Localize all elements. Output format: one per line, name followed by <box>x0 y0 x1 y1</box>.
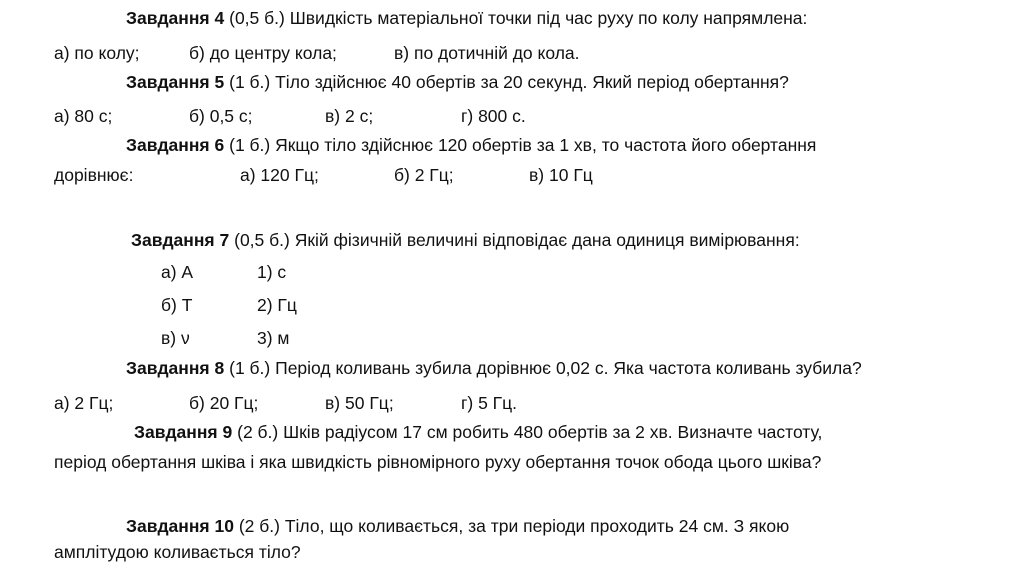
task-5-heading <box>126 71 789 93</box>
task-7-right-2: 2) Гц <box>257 295 297 315</box>
task-4-points: (0,5 б.) <box>224 8 285 28</box>
task-4-question: Швидкість матеріальної точки під час руху по колу напрямлена: <box>284 8 808 28</box>
task-8-option-a: а) 2 Гц; <box>54 393 114 413</box>
task-6-option-a: а) 120 Гц; <box>240 165 319 185</box>
task-8-option-c: в) 50 Гц; <box>325 393 394 413</box>
task-9-label: Завдання 9 <box>134 422 233 442</box>
task-5-option-b: б) 0,5 с; <box>189 106 253 126</box>
task-5-points: (1 б.) <box>224 72 271 92</box>
task-8-points: (1 б.) <box>224 358 271 378</box>
task-8-heading <box>126 357 862 379</box>
task-7-points: (0,5 б.) <box>229 230 290 250</box>
task-7-left-c: в) ν <box>161 328 190 348</box>
task-10-points: (2 б.) <box>233 516 280 536</box>
task-7-right-3: 3) м <box>257 328 290 348</box>
task-4-label: Завдання 4 <box>126 8 225 28</box>
task-6-option-c: в) 10 Гц <box>529 165 593 185</box>
task-5-question: Тіло здійснює 40 обертів за 20 секунд. Який період обертання? <box>270 72 789 92</box>
task-6-question: Якщо тіло здійснює 120 обертів за 1 хв, то частота його обертання <box>270 135 817 155</box>
task-4-option-b: б) до центру кола; <box>189 43 337 63</box>
task-5-option-a: а) 80 с; <box>54 106 113 126</box>
task-6-continuation: дорівнює: <box>54 165 134 185</box>
task-4-heading <box>126 7 807 29</box>
task-6-points: (1 б.) <box>224 135 271 155</box>
task-5-option-d: г) 800 с. <box>461 106 526 126</box>
task-10-label: Завдання 10 <box>126 516 234 536</box>
task-8-question: Період коливань зубила дорівнює 0,02 с. Яка частота коливань зубила? <box>270 358 862 378</box>
task-10-question: Тіло, що коливається, за три періоди проходить 24 см. З якою <box>279 516 790 536</box>
task-5-option-c: в) 2 с; <box>325 106 374 126</box>
task-6-heading <box>126 134 816 156</box>
task-10-heading <box>126 515 789 537</box>
task-4-option-c: в) по дотичній до кола. <box>394 43 580 63</box>
task-4-option-a: а) по колу; <box>54 43 140 63</box>
task-7-label: Завдання 7 <box>131 230 230 250</box>
task-7-left-b: б) T <box>161 295 193 315</box>
task-9-question: Шків радіусом 17 см робить 480 обертів за 2 хв. Визначте частоту, <box>278 422 823 442</box>
task-9-heading <box>134 421 822 443</box>
task-7-question: Якій фізичній величині відповідає дана одиниця вимірювання: <box>289 230 800 250</box>
task-8-option-b: б) 20 Гц; <box>189 393 259 413</box>
task-7-right-1: 1) с <box>257 262 287 282</box>
task-9-continuation: період обертання шківа і яка швидкість рівномірного руху обертання точок обода цього шківа? <box>54 452 822 472</box>
task-5-label: Завдання 5 <box>126 72 225 92</box>
task-8-option-d: г) 5 Гц. <box>461 393 518 413</box>
task-8-label: Завдання 8 <box>126 358 225 378</box>
task-7-heading <box>131 229 800 251</box>
task-6-option-b: б) 2 Гц; <box>394 165 454 185</box>
task-6-label: Завдання 6 <box>126 135 225 155</box>
task-7-left-a: а) A <box>161 262 194 282</box>
task-10-continuation: амплітудою коливається тіло? <box>54 542 301 562</box>
task-9-points: (2 б.) <box>232 422 279 442</box>
